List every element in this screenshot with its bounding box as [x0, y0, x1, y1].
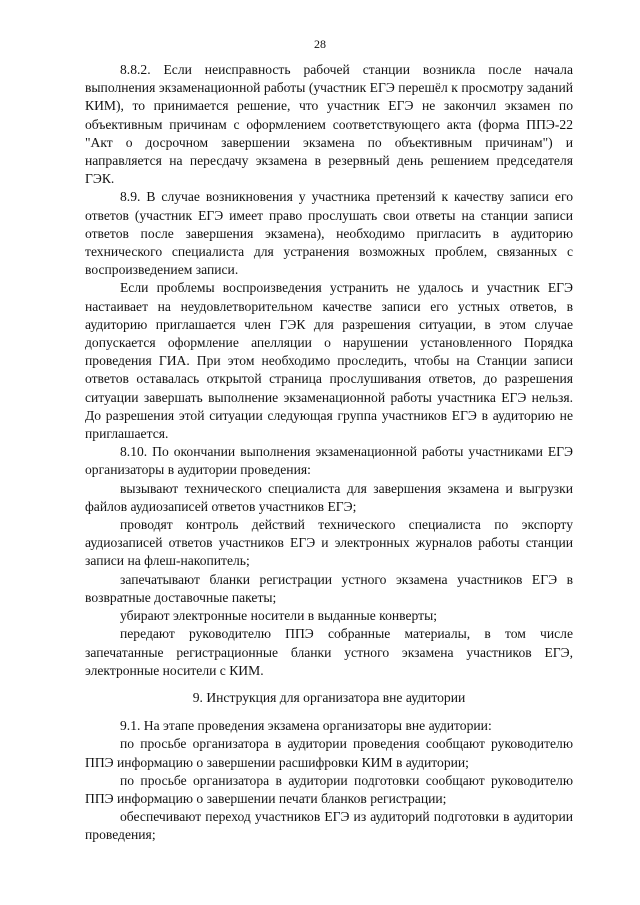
list-item-seal-forms: запечатывают бланки регистрации устного экзамена участников ЕГЭ в возвратные доставочные пакеты; [85, 571, 573, 605]
paragraph-9-1: 9.1. На этапе проведения экзамена организаторы вне аудитории: [120, 718, 492, 734]
document-body [85, 61, 573, 845]
paragraph-8-10: 8.10. По окончании выполнения экзаменационной работы участниками ЕГЭ организаторы в аудитории проведения: [85, 444, 573, 478]
list-item-ensure-transition: обеспечивают переход участников ЕГЭ из аудиторий подготовки в аудитории проведения; [85, 809, 573, 843]
list-item-report-decryption: по просьбе организатора в аудитории проведения сообщают руководителю ППЭ информацию о завершении расшифровки КИМ в аудитории; [85, 736, 573, 770]
section-heading-9: 9. Инструкция для организатора вне аудитории [192, 689, 466, 705]
list-item-hand-over-materials: передают руководителю ППЭ собранные материалы, в том числе запечатанные регистрационные бланки устного экзамена участников ЕГЭ, электронные носители с КИМ. [85, 626, 573, 678]
paragraph-8-9: 8.9. В случае возникновения у участника претензий к качеству записи его ответов (участник ЕГЭ имеет право прослушать свои ответы на станции записи ответов после завершения экзамена), необходимо пригласить в аудиторию технического специалиста для устранения возможных проблем, связанных с воспроизведением записи. [85, 189, 573, 278]
list-item-control-export: проводят контроль действий технического специалиста по экспорту аудиозаписей ответов участников ЕГЭ и электронных журналов работы станции записи на флеш-накопитель; [85, 517, 573, 569]
list-item-call-technician: вызывают технического специалиста для завершения экзамена и выгрузки файлов аудиозаписей ответов участников ЕГЭ; [85, 480, 573, 514]
list-item-report-printing: по просьбе организатора в аудитории подготовки сообщают руководителю ППЭ информацию о завершении печати бланков регистрации; [85, 772, 573, 806]
paragraph-playback-problems: Если проблемы воспроизведения устранить не удалось и участник ЕГЭ настаивает на неудовлетворительном качестве записи его устных ответов, в аудиторию приглашается член ГЭК для разрешения ситуации, в этом случае допускается оформление апелляции о нарушении установленного Порядка проведения ГИА. При этом необходимо проследить, чтобы на Станции записи ответов оставалась открытой страница прослушивания ответов, до разрешения ситуации завершать выполнение экзаменационной работы участника ЕГЭ нельзя. До разрешения этой ситуации следующая группа участников ЕГЭ в аудиторию не приглашается. [85, 280, 573, 442]
paragraph-8-8-2: 8.8.2. Если неисправность рабочей станции возникла после начала выполнения экзаменационной работы (участник ЕГЭ перешёл к просмотру заданий КИМ), то принимается решение, что участник ЕГЭ не закончил экзамен по объективным причинам с оформлением соответствующего акта (форма ППЭ-22 "Акт о досрочном завершении экзамена по объективным причинам") и направляется на пересдачу экзамена в резервный день решением председателя ГЭК. [85, 62, 573, 187]
list-item-put-media-envelopes: убирают электронные носители в выданные конверты; [120, 608, 438, 624]
page-number: 28 [314, 37, 326, 51]
